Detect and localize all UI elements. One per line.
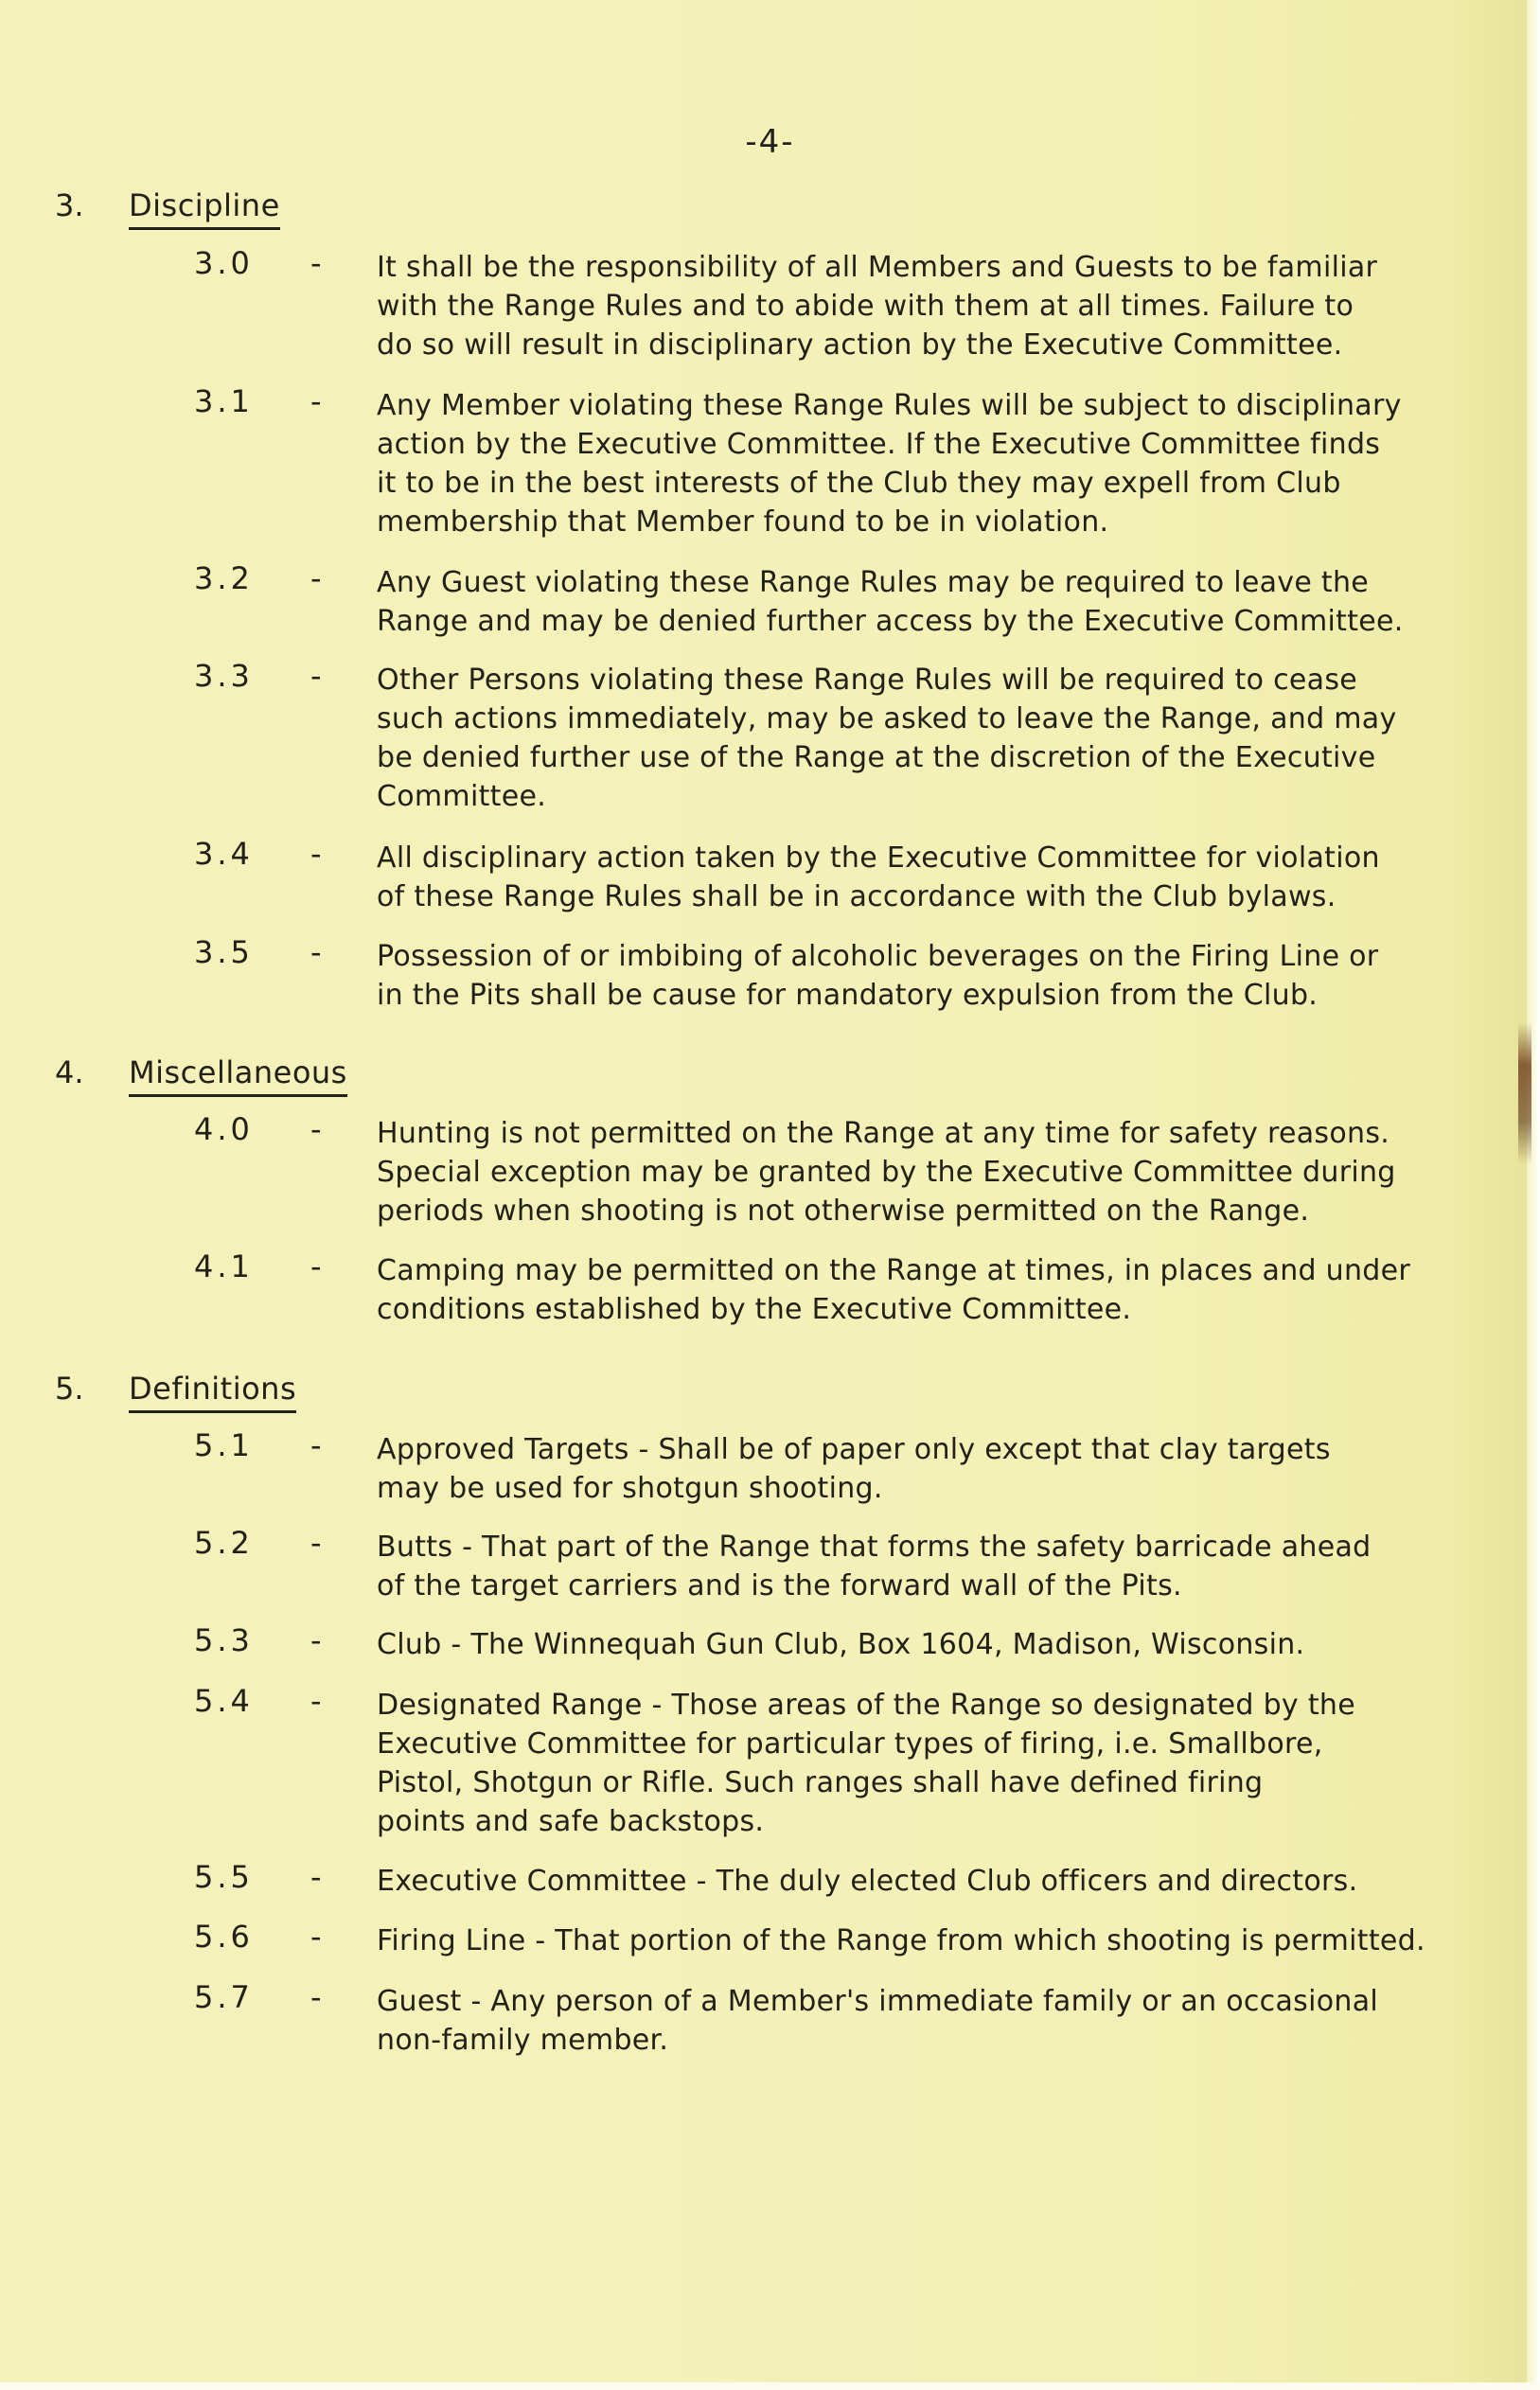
section-number: 3. <box>55 187 84 223</box>
rule-dash: - <box>310 245 322 281</box>
rule-text: Possession of or imbibing of alcoholic beverages on the Firing Line or in the Pits shall be cause for mandatory expulsion from the Club. <box>377 940 1379 1012</box>
rule-text: Firing Line - That portion of the Range from which shooting is permitted. <box>377 1924 1425 1957</box>
rule-text: Any Member violating these Range Rules will be subject to disciplinary action by the Executive Committee. If the Executive Committee finds it to be in the best interests of the Club they may expell from Club membership that Member found to be in violation. <box>377 389 1402 539</box>
rule-number: 3.2 <box>194 560 254 596</box>
rule-dash: - <box>310 934 322 970</box>
rule-number: 3.5 <box>194 934 254 970</box>
page-edge <box>1527 0 1540 2390</box>
rule-text: Camping may be permitted on the Range at times, in places and under conditions established by the Executive Committee. <box>377 1254 1411 1326</box>
page-number: -4- <box>745 123 795 161</box>
section-header-discipline <box>55 187 280 230</box>
rule-number: 5.6 <box>194 1919 254 1955</box>
rule-dash: - <box>310 1427 322 1463</box>
rule-number: 5.4 <box>194 1683 254 1719</box>
rule-dash: - <box>310 1525 322 1561</box>
rule-number: 5.7 <box>194 1979 254 2015</box>
rule-dash: - <box>310 1979 322 2015</box>
rule-text: Approved Targets - Shall be of paper only except that clay targets may be used for shotgun shooting. <box>377 1433 1331 1505</box>
section-number: 5. <box>55 1371 84 1407</box>
rule-dash: - <box>310 658 322 694</box>
rule-number: 3.4 <box>194 836 254 872</box>
section-title: Discipline <box>129 187 280 230</box>
rule-text: Other Persons violating these Range Rules will be required to cease such actions immediately, may be asked to leave the Range, and may be denied further use of the Range at the discretion of the Executive Committee. <box>377 664 1397 813</box>
rule-text: All disciplinary action taken by the Executive Committee for violation of these Range Rules shall be in accordance with the Club bylaws. <box>377 841 1380 913</box>
section-title: Miscellaneous <box>129 1054 347 1097</box>
rule-text: Hunting is not permitted on the Range at any time for safety reasons. Special exception may be granted by the Executive Committee during periods when shooting is not otherwise permitted on the Range. <box>377 1117 1396 1228</box>
rule-dash: - <box>310 1622 322 1658</box>
rule-number: 5.5 <box>194 1859 254 1895</box>
rule-dash: - <box>310 836 322 872</box>
rule-dash: - <box>310 560 322 596</box>
section-header-definitions <box>55 1371 296 1413</box>
rule-dash: - <box>310 1248 322 1284</box>
rule-number: 5.2 <box>194 1525 254 1561</box>
rule-text: Butts - That part of the Range that forms the safety barricade ahead of the target carriers and is the forward wall of the Pits. <box>377 1531 1372 1602</box>
rule-dash: - <box>310 1859 322 1895</box>
rule-dash: - <box>310 1683 322 1719</box>
rule-text: Club - The Winnequah Gun Club, Box 1604, Madison, Wisconsin. <box>377 1628 1305 1661</box>
rule-dash: - <box>310 1919 322 1955</box>
section-header-miscellaneous <box>55 1054 347 1097</box>
section-title: Definitions <box>129 1371 296 1413</box>
rule-number: 4.1 <box>194 1248 254 1284</box>
rule-text: Any Guest violating these Range Rules may be required to leave the Range and may be denied further access by the Executive Committee. <box>377 566 1404 638</box>
bottom-margin <box>0 2382 1540 2390</box>
rule-number: 3.3 <box>194 658 254 694</box>
rule-dash: - <box>310 1111 322 1147</box>
rule-text: Guest - Any person of a Member's immediate family or an occasional non-family member. <box>377 1985 1379 2057</box>
rule-number: 5.3 <box>194 1622 254 1658</box>
edge-stain <box>1518 1022 1531 1164</box>
rule-number: 3.1 <box>194 383 254 419</box>
rule-number: 5.1 <box>194 1427 254 1463</box>
rule-text: It shall be the responsibility of all Members and Guests to be familiar with the Range Rules and to abide with them at all times. Failure to do so will result in disciplinary action by the Executive Committee. <box>377 251 1378 362</box>
rule-number: 4.0 <box>194 1111 254 1147</box>
section-number: 4. <box>55 1054 84 1090</box>
rule-dash: - <box>310 383 322 419</box>
rule-text: Executive Committee - The duly elected Club officers and directors. <box>377 1865 1358 1898</box>
rule-number: 3.0 <box>194 245 254 281</box>
rule-text: Designated Range - Those areas of the Range so designated by the Executive Committee for particular types of firing, i.e. Smallbore, Pistol, Shotgun or Rifle. Such ranges shall have defined firing points and safe backstops. <box>377 1689 1355 1838</box>
